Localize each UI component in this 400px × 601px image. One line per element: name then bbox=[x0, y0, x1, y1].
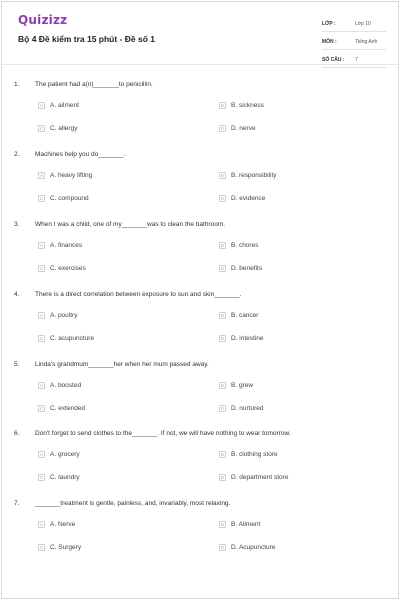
option-a[interactable] bbox=[38, 242, 82, 249]
meta-row-class bbox=[322, 16, 386, 32]
option-d[interactable] bbox=[219, 195, 265, 202]
meta-label: MÔN : bbox=[322, 38, 337, 45]
option-d[interactable] bbox=[219, 544, 275, 551]
option-a[interactable] bbox=[38, 102, 79, 109]
option-letter-box: C bbox=[39, 196, 44, 201]
option-letter-box: C bbox=[39, 336, 44, 341]
option-c[interactable] bbox=[38, 335, 94, 342]
quizizz-logo: Quizizz bbox=[18, 13, 68, 27]
option-letter-box: B bbox=[220, 313, 224, 318]
question-text: Don't forget to send clothes to the_______. If not, we will have nothing to wear tomorrow. bbox=[35, 430, 291, 437]
option-c[interactable] bbox=[38, 405, 85, 412]
option-d[interactable] bbox=[219, 335, 264, 342]
meta-value: 7 bbox=[355, 56, 358, 63]
question-stem bbox=[14, 151, 125, 158]
question-number: 4. bbox=[14, 291, 20, 298]
option-text: D. nurtured bbox=[231, 405, 264, 412]
question-text: There is a direct correlation between exposure to sun and skin_______. bbox=[35, 291, 242, 298]
option-letter-box: D bbox=[220, 266, 225, 271]
option-letter-box: D bbox=[220, 336, 225, 341]
option-text: C. allergy bbox=[50, 125, 78, 132]
option-b[interactable] bbox=[219, 242, 258, 249]
question-stem bbox=[14, 291, 241, 298]
option-text: B. cancer bbox=[231, 312, 259, 319]
option-text: B. sickness bbox=[231, 102, 264, 109]
option-text: A. heavy lifting bbox=[50, 172, 93, 179]
option-letter-box: B bbox=[220, 383, 224, 388]
meta-row-subject bbox=[322, 34, 386, 50]
option-text: B. chores bbox=[231, 242, 259, 249]
question-stem bbox=[14, 500, 230, 507]
option-b[interactable] bbox=[219, 451, 278, 458]
meta-value: Tiếng Anh bbox=[355, 38, 378, 45]
option-letter-box: B bbox=[220, 452, 224, 457]
option-b[interactable] bbox=[219, 102, 264, 109]
option-b[interactable] bbox=[219, 521, 260, 528]
option-letter-box: C bbox=[39, 475, 44, 480]
question-number: 5. bbox=[14, 361, 20, 368]
option-letter-box: C bbox=[39, 545, 44, 550]
option-text: B. Ailment bbox=[231, 521, 261, 528]
option-d[interactable] bbox=[219, 125, 256, 132]
option-b[interactable] bbox=[219, 382, 253, 389]
option-d[interactable] bbox=[219, 265, 262, 272]
question-number: 6. bbox=[14, 430, 20, 437]
option-text: C. exercises bbox=[50, 265, 86, 272]
option-letter-box: C bbox=[39, 126, 44, 131]
option-text: D. benefits bbox=[231, 265, 263, 272]
option-b[interactable] bbox=[219, 312, 258, 319]
option-letter-box: D bbox=[220, 406, 225, 411]
option-text: C. laundry bbox=[50, 474, 80, 481]
test-title: Bộ 4 Đề kiểm tra 15 phút - Đề số 1 bbox=[18, 34, 155, 44]
option-text: C. acupuncture bbox=[50, 335, 95, 342]
question-stem bbox=[14, 361, 209, 368]
option-text: A. Nerve bbox=[50, 521, 76, 528]
option-letter-box: D bbox=[220, 126, 225, 131]
question-stem bbox=[14, 430, 291, 437]
question-text: The patient had a(n)_______to penicillin. bbox=[35, 81, 153, 88]
option-letter-box: A bbox=[39, 522, 43, 527]
meta-label: SỐ CÂU : bbox=[322, 56, 345, 63]
option-letter-box: D bbox=[220, 196, 225, 201]
option-a[interactable] bbox=[38, 451, 80, 458]
option-letter-box: B bbox=[220, 243, 224, 248]
question-stem bbox=[14, 221, 225, 228]
question-stem bbox=[14, 81, 153, 88]
option-text: B. clothing store bbox=[231, 451, 278, 458]
option-letter-box: D bbox=[220, 475, 225, 480]
option-letter-box: A bbox=[39, 103, 43, 108]
option-text: C. compound bbox=[50, 195, 89, 202]
question-number: 3. bbox=[14, 221, 20, 228]
question-text: When I was a child, one of my_______was to clean the bathroom. bbox=[35, 221, 226, 228]
meta-label: LỚP : bbox=[322, 20, 336, 27]
option-text: B. grew bbox=[231, 382, 254, 389]
option-text: D. department store bbox=[231, 474, 289, 481]
option-c[interactable] bbox=[38, 125, 77, 132]
option-letter-box: A bbox=[39, 243, 43, 248]
option-text: D. evidence bbox=[231, 195, 266, 202]
option-c[interactable] bbox=[38, 474, 80, 481]
option-a[interactable] bbox=[38, 521, 75, 528]
option-text: C. Surgery bbox=[50, 544, 82, 551]
option-d[interactable] bbox=[219, 405, 264, 412]
worksheet-header bbox=[2, 2, 398, 65]
question-number: 1. bbox=[14, 81, 20, 88]
question-text: Linda's grandmum_______her when her mum passed away. bbox=[35, 361, 209, 368]
test-meta bbox=[322, 16, 386, 68]
option-letter-box: C bbox=[39, 406, 44, 411]
option-c[interactable] bbox=[38, 265, 86, 272]
meta-row-question-count bbox=[322, 52, 386, 68]
option-letter-box: A bbox=[39, 313, 43, 318]
option-a[interactable] bbox=[38, 312, 77, 319]
option-text: A. finances bbox=[50, 242, 83, 249]
worksheet-page bbox=[1, 1, 399, 599]
question-number: 2. bbox=[14, 151, 20, 158]
option-letter-box: A bbox=[39, 173, 43, 178]
option-d[interactable] bbox=[219, 474, 288, 481]
option-letter-box: B bbox=[220, 173, 224, 178]
option-text: C. extended bbox=[50, 405, 86, 412]
option-letter-box: B bbox=[220, 103, 224, 108]
option-a[interactable] bbox=[38, 172, 92, 179]
option-letter-box: C bbox=[39, 266, 44, 271]
option-text: A. grocery bbox=[50, 451, 80, 458]
option-text: D. Acupuncture bbox=[231, 544, 276, 551]
option-letter-box: B bbox=[220, 522, 224, 527]
option-text: B. responsibility bbox=[231, 172, 277, 179]
option-b[interactable] bbox=[219, 172, 277, 179]
option-c[interactable] bbox=[38, 195, 89, 202]
option-text: D. nerve bbox=[231, 125, 256, 132]
option-letter-box: A bbox=[39, 452, 43, 457]
option-text: A. ailment bbox=[50, 102, 79, 109]
option-c[interactable] bbox=[38, 544, 81, 551]
option-letter-box: A bbox=[39, 383, 43, 388]
question-number: 7. bbox=[14, 500, 20, 507]
option-text: D. intestine bbox=[231, 335, 264, 342]
option-a[interactable] bbox=[38, 382, 81, 389]
option-text: A. poultry bbox=[50, 312, 78, 319]
meta-value: Lớp 10 bbox=[355, 20, 371, 27]
question-text: Machines help you do_______. bbox=[35, 151, 126, 158]
option-text: A. boosted bbox=[50, 382, 82, 389]
question-text: _______treatment is gentle, painless, and, invariably, most relaxing. bbox=[35, 500, 231, 507]
option-letter-box: D bbox=[220, 545, 225, 550]
